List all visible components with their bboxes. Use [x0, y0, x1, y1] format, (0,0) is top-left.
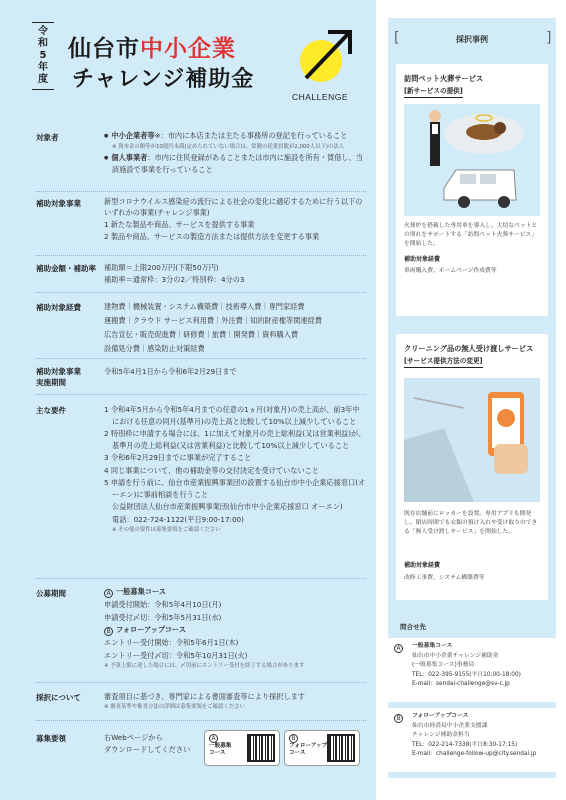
course-b-title: フォローアップコース: [116, 625, 186, 634]
year-char: 年: [38, 62, 48, 73]
header: [0, 0, 376, 118]
title-sme: 中小企業: [140, 36, 236, 62]
selection-text: 審査項目に基づき、専門家による書面審査等により採択します: [104, 692, 305, 701]
case-title: 訪問ペット火葬サービス: [404, 74, 484, 83]
expenses-line: 運搬費｜クラウド サービス利用費｜外注費｜知的財産権等関連経費: [104, 316, 322, 325]
contact-course-b: [388, 708, 556, 772]
sole-text: ：市内に住民登録があることまたは市内に施設を所有・賃借し、当該施設で事業を行っていること: [112, 153, 363, 174]
guide-qr-course-a[interactable]: [204, 730, 280, 766]
qr-label: [209, 743, 231, 757]
amount-line: 補助率＝通常枠：3分の2／特別枠：4分の3: [104, 275, 245, 284]
qr-label: [289, 743, 327, 757]
target-label: 対象者: [36, 133, 59, 142]
case-description: 既存店舗前にロッカーを設置。専用アプリも開発し、閉店時間でも衣類の預け入れや受け取りのできる「無人受け渡しサービス」を開始した。: [404, 511, 538, 535]
requirement-phone: 電話：022-724-1122(平日9:00-17:00): [112, 514, 244, 524]
pet-cremation-van-icon: [404, 104, 540, 216]
contact-course: 一般募集コース: [412, 643, 453, 649]
course-a-mark: A: [104, 589, 113, 598]
qr-label-line: コース: [289, 750, 306, 756]
contact-lines: [412, 712, 552, 760]
locker-app-icon: [404, 378, 540, 502]
requirement-item: 2 特別枠に申請する場合には、1に加えて対象月の売上総利益(又は営業利益)が、基準月の売上総利益(又は営業利益)と比較して10%以上減少していること: [104, 429, 366, 450]
fiscal-year-label: [32, 22, 54, 90]
course-a-mark: A: [209, 734, 218, 743]
requirements-label: 主な要件: [36, 406, 66, 415]
divider: [36, 191, 366, 192]
selection-label: 採択について: [36, 693, 81, 702]
contact-heading: 問合せ先: [400, 623, 426, 631]
requirement-note: ※ その他の要件は募集要領をご確認ください: [112, 527, 221, 533]
guide-text: ダウンロードしてください: [104, 745, 191, 754]
course-b-line: エントリー受付〆切：令和5年10月31日(火): [104, 650, 248, 660]
period-label-line: 実施期間: [36, 378, 66, 387]
course-a-mark: A: [394, 644, 403, 653]
course-b-line: エントリー受付開始：令和5年6月1日(木): [104, 638, 239, 647]
case-card-1: [396, 64, 548, 316]
bracket-right-icon: ]: [546, 30, 552, 46]
expenses-line: 建物費｜機械装置・システム構築費｜技術導入費｜専門家経費: [104, 302, 305, 311]
requirement-item: 1 令和4年5月から令和5年4月までの任意の1ヵ月(対象月)の売上高が、前3年中における任意の同月(基準月)の売上高と比較して10%以上減少していること: [104, 405, 360, 426]
period-label: [36, 366, 100, 388]
year-char: 和: [38, 38, 48, 49]
business-item: 1 新たな製品や商品、サービスを提供する事業: [104, 220, 255, 229]
divider: [36, 292, 366, 293]
guide-value: [104, 732, 204, 756]
contact-email[interactable]: E-mail：sendai-challenge@sv-c.jp: [412, 681, 510, 688]
bracket-left-icon: [: [394, 30, 400, 46]
business-lead: 新型コロナウイルス感染症の流行による社会の変化に適応するために行う以下のいずれかの事業(チャレンジ事業): [104, 197, 363, 217]
contact-lines: [412, 642, 552, 690]
contact-phone[interactable]: TEL：022-214-7338(平日8:30-17:15): [412, 741, 518, 748]
case-subtitle: [新サービスの提供]: [404, 86, 463, 98]
qr-label-line: 一般募集: [209, 743, 232, 749]
challenge-logo: [292, 22, 356, 104]
case-expense-head: 補助対象経費: [404, 256, 441, 263]
qr-code-icon[interactable]: [327, 734, 355, 762]
application-note: ※ 予算上限に達した場合には、〆切前にエントリー受付を終了する場合があります: [104, 663, 305, 669]
business-item: 2 製品や商品、サービスの製造方法または提供方法を変更する事業: [104, 232, 320, 241]
contact-course: フォローアップコース: [412, 713, 469, 719]
contact-org: (一般募集コース)事務局: [412, 662, 475, 669]
selection-note: ※ 審査基準や審査方法の詳細は募集要領をご確認ください: [104, 704, 245, 710]
requirements-value: [104, 404, 366, 535]
requirement-item: 4 同じ事業について、他の補助金等の交付決定を受けていないこと: [104, 465, 320, 475]
arrow-icon: [292, 22, 356, 92]
expenses-line: 広告宣伝・販売促進費｜研修費｜旅費｜開発費｜資料購入費: [104, 330, 299, 339]
case-expense-value: 改修工事費、システム構築費等: [404, 575, 485, 581]
year-char: 度: [38, 74, 48, 85]
sme-text: ※：市内に本店または主たる事務所の登記を行っていること: [154, 131, 348, 140]
divider: [36, 682, 366, 683]
contact-org: 仙台市経済局中小企業支援課: [412, 722, 488, 729]
year-char: 令: [38, 26, 48, 37]
business-value: [104, 196, 366, 243]
selection-value: [104, 691, 366, 712]
qr-label-line: コース: [209, 750, 226, 756]
qr-label-line: フォローアップ: [289, 743, 328, 749]
guide-label: 募集要領: [36, 734, 66, 743]
divider: [36, 358, 366, 359]
sme-note: ※ 資本金の額等が10億円未満(定められていない場合は、常勤の従業員数が2,000人以下)の法人: [112, 144, 345, 150]
course-b-mark: B: [394, 714, 403, 723]
case-illustration: [404, 104, 540, 216]
course-a-line: 申請受付〆切：令和5年5月31日(水): [104, 612, 222, 622]
course-a-title: 一般募集コース: [116, 587, 166, 596]
target-value: [104, 130, 366, 176]
qr-code-icon[interactable]: [247, 734, 275, 762]
application-label: 公募期間: [36, 589, 66, 598]
sole-title: ● 個人事業者: [104, 153, 147, 162]
side-title: 採択事例: [456, 35, 488, 44]
business-label: 補助対象事業: [36, 199, 81, 208]
title-city: 仙台市: [68, 36, 140, 62]
case-card-2: [396, 334, 548, 600]
course-b-mark: B: [289, 734, 298, 743]
logo-word: CHALLENGE: [292, 92, 348, 102]
divider: [36, 720, 366, 721]
course-a-line: 申請受付開始：令和5年4月10日(月): [104, 600, 222, 609]
course-b-mark: B: [104, 627, 113, 636]
period-label-line: 補助対象事業: [36, 367, 81, 376]
contact-email[interactable]: E-mail：challenge-follow-up@city.sendai.jp: [412, 751, 537, 758]
contact-org: チャレンジ補助金担当: [412, 732, 470, 739]
requirement-contact: 公益財団法人仙台市産業振興事業団(仙台市中小企業応援窓口 オーエン): [112, 502, 343, 511]
application-value: [104, 586, 366, 671]
guide-text: 右Webページから: [104, 733, 163, 742]
amount-line: 補助額＝上限200万円(下限50万円): [104, 263, 219, 272]
expenses-value: [104, 300, 366, 356]
requirement-item: 3 令和6年2月29日までに事業が完了すること: [104, 453, 252, 462]
expenses-label: 補助対象経費: [36, 303, 81, 312]
amount-value: [104, 262, 366, 286]
case-subtitle: [サービス提供方法の変更]: [404, 356, 483, 368]
guide-qr-course-b[interactable]: [284, 730, 360, 766]
contact-phone[interactable]: TEL：022-395-9155(平日10:00-18:00): [412, 671, 521, 678]
divider: [36, 255, 366, 256]
contact-org: 仙台市中小企業チャレンジ補助金: [412, 652, 499, 659]
year-char: 5: [39, 50, 47, 61]
case-illustration: [404, 378, 540, 502]
requirement-item: 5 申請を行う前に、仙台市産業振興事業団の設置する仙台市中小企業応援窓口(オーエン)に事前相談を行うこと: [104, 478, 366, 499]
sme-title: ● 中小企業者等: [104, 131, 155, 140]
case-title: クリーニング品の無人受け渡しサービス: [404, 344, 534, 353]
amount-label: 補助金額・補助率: [36, 264, 96, 273]
divider: [36, 578, 366, 579]
period-value: 令和5年4月1日から令和6年2月29日まで: [104, 367, 237, 376]
case-description: 火葬炉を搭載した専用車を導入し、大切なペットとの別れをサポートする「訪問ペット火葬サービス」を開始した。: [404, 223, 538, 247]
divider: [36, 394, 366, 395]
expenses-line: 設備処分費｜感染防止対策経費: [104, 344, 205, 353]
case-expense-value: 車両購入費、ホームページ作成費等: [404, 268, 497, 274]
contact-course-a: [388, 638, 556, 702]
page-title-line2: チャレンジ補助金: [72, 67, 255, 92]
case-expense-head: 補助対象経費: [404, 562, 441, 569]
page-title-line1: [68, 30, 236, 63]
